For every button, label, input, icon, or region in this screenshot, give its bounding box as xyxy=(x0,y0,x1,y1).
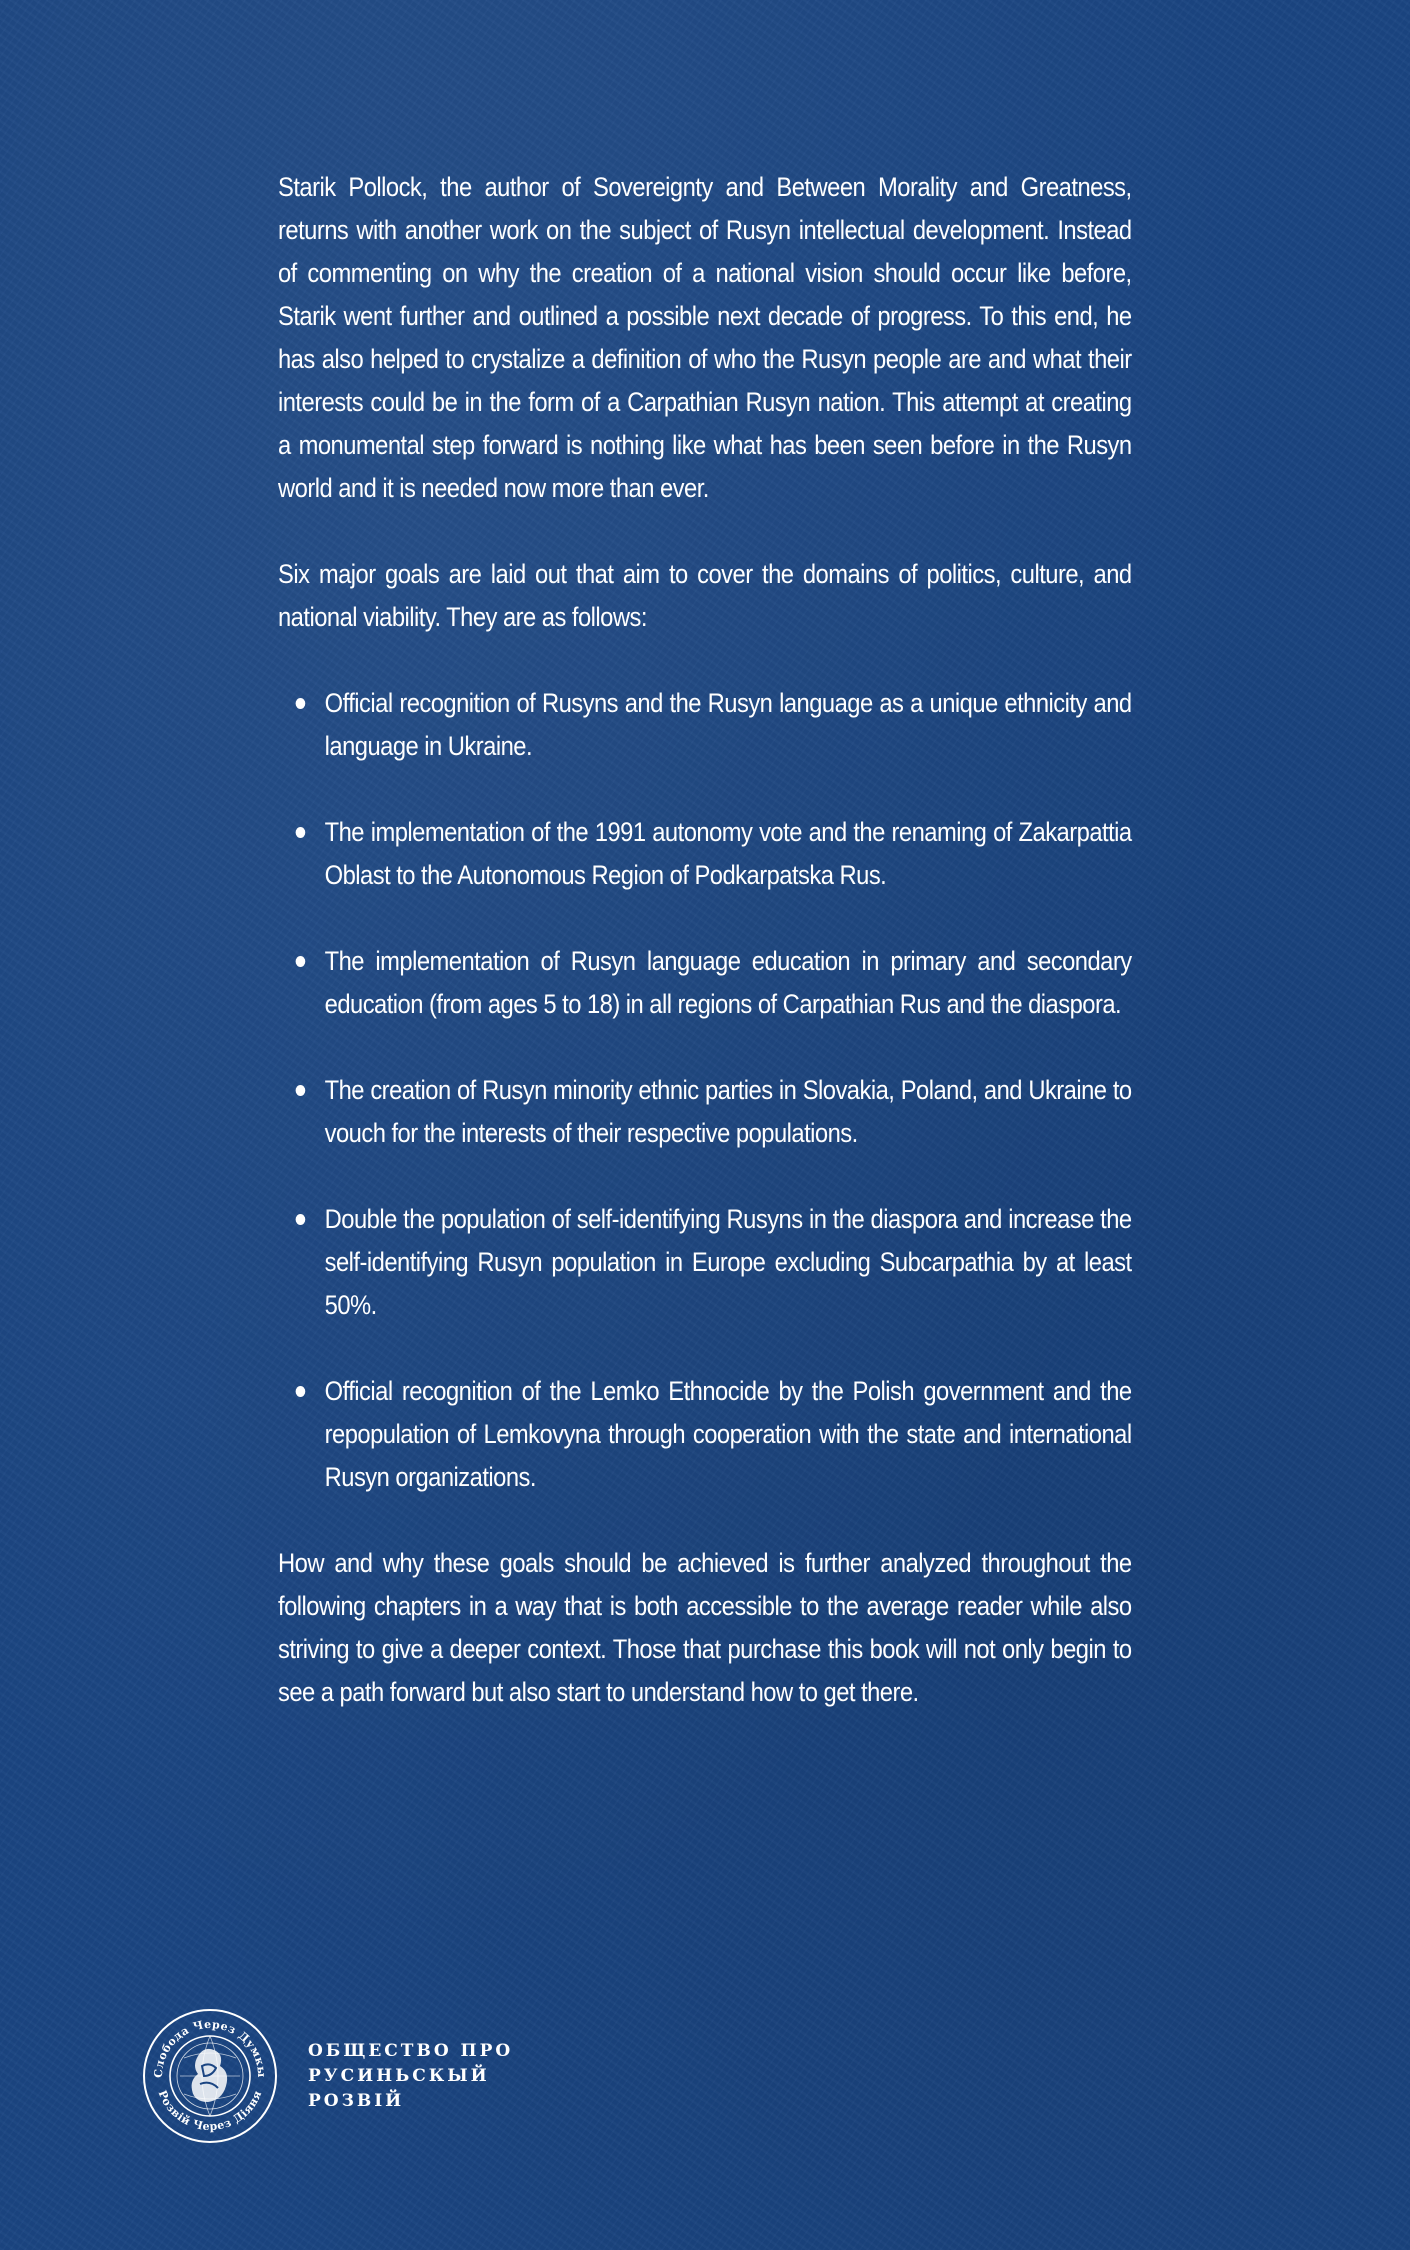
bullet-dot-icon xyxy=(296,956,306,967)
goals-list xyxy=(278,682,1132,1499)
publisher-name-line: РОЗВІЙ xyxy=(308,2090,405,2111)
closing-paragraph: How and why these goals should be achieved is further analyzed throughout the following chapters in a way that is both accessible to the average reader while also striving to give a deeper context. Those that purchase this book will not only begin to see a path forward but also start to understand how to get there. xyxy=(278,1548,1132,1707)
goal-text: The implementation of the 1991 autonomy vote and the renaming of Zakarpattia Oblast to the Autonomous Region of Podkarpatska Rus. xyxy=(324,817,1132,890)
intro-paragraph: Starik Pollock, the author of Sovereignty and Between Morality and Greatness, returns with another work on the subject of Rusyn intellectual development. Instead of commenting on why the creation of a national vision should occur like before, Starik went further and outlined a possible next decade of progress. To this end, he has also helped to crystalize a definition of who the Rusyn people are and what their interests could be in the form of a Carpathian Rusyn nation. This attempt at creating a monumental step forward is nothing like what has been seen before in the Rusyn world and it is needed now more than ever. xyxy=(278,172,1132,503)
bullet-dot-icon xyxy=(296,1085,306,1096)
goal-text: The creation of Rusyn minority ethnic parties in Slovakia, Poland, and Ukraine to vouch for the interests of their respective populations. xyxy=(324,1075,1132,1148)
bullet-dot-icon xyxy=(296,698,306,709)
goal-text: Double the population of self-identifying Rusyns in the diaspora and increase the self-identifying Rusyn population in Europe excluding Subcarpathia by at least 50%. xyxy=(324,1204,1132,1320)
bullet-dot-icon xyxy=(296,1214,306,1225)
publisher-name-line: РУСИНЬСКЫЙ xyxy=(308,2065,490,2086)
bullet-dot-icon xyxy=(296,1386,306,1397)
publisher-seal-icon xyxy=(140,2006,280,2146)
seal-top-text: Слобода Через Думкы xyxy=(151,2017,269,2079)
goal-text: Official recognition of Rusyns and the Rusyn language as a unique ethnicity and language in Ukraine. xyxy=(324,688,1132,761)
goal-item xyxy=(278,682,1132,768)
goal-item xyxy=(278,811,1132,897)
seal-bottom-text: Розвій Через Діяня xyxy=(155,2088,265,2134)
publisher-name-line: ОБЩЕСТВО ПРО xyxy=(308,2040,514,2061)
goal-item xyxy=(278,940,1132,1026)
bullet-dot-icon xyxy=(296,827,306,838)
goal-item xyxy=(278,1069,1132,1155)
goal-item xyxy=(278,1370,1132,1499)
goals-intro-paragraph: Six major goals are laid out that aim to cover the domains of politics, culture, and national viability. They are as follows: xyxy=(278,559,1132,632)
goal-text: Official recognition of the Lemko Ethnocide by the Polish government and the repopulation of Lemkovyna through cooperation with the state and international Rusyn organizations. xyxy=(324,1376,1132,1492)
publisher-name xyxy=(308,2039,513,2114)
blurb xyxy=(278,166,1132,1757)
goal-item xyxy=(278,1198,1132,1327)
publisher-logo xyxy=(140,2006,513,2146)
goal-text: The implementation of Rusyn language education in primary and secondary education (from ages 5 to 18) in all regions of Carpathian Rus and the diaspora. xyxy=(324,946,1132,1019)
